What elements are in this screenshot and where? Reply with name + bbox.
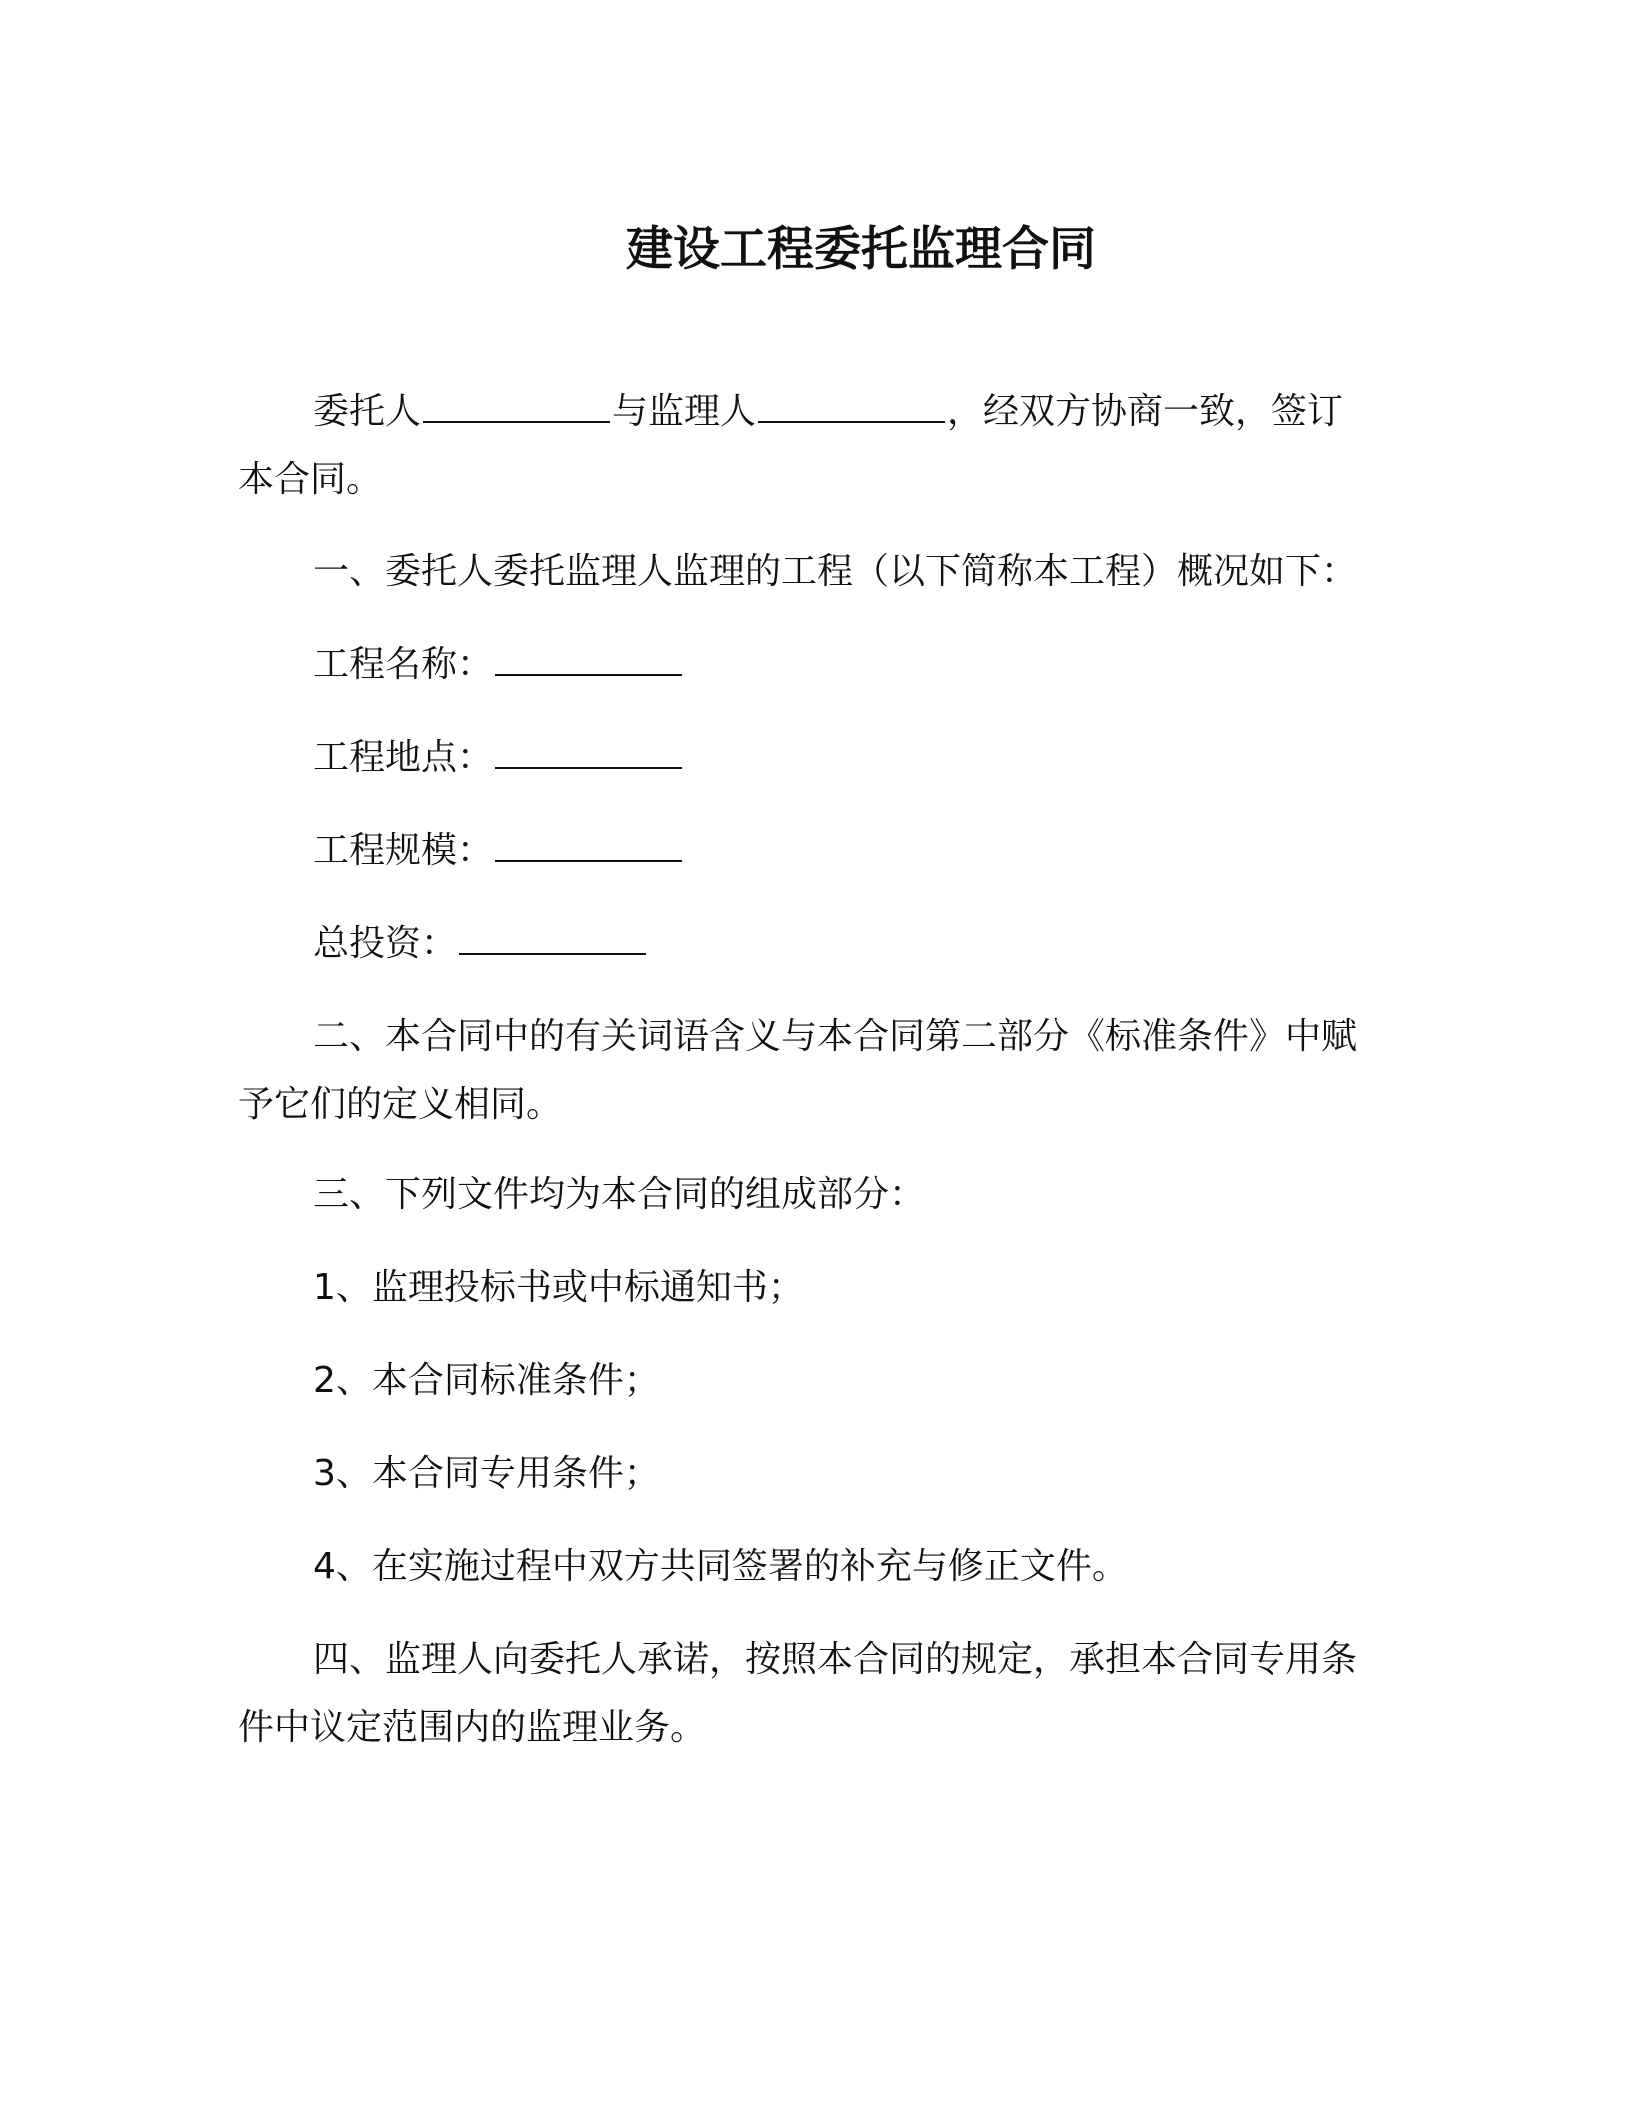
project-scale-blank xyxy=(495,830,682,862)
section-3-heading: 三、下列文件均为本合同的组成部分： xyxy=(313,1174,926,1215)
intro-paragraph xyxy=(238,378,1358,514)
project-name-blank xyxy=(495,644,682,676)
total-investment-line xyxy=(313,910,648,978)
project-scale-label: 工程规模： xyxy=(313,830,494,871)
section-3-item-3: 3、本合同专用条件； xyxy=(313,1453,660,1494)
section-3-item-4: 4、在实施过程中双方共同签署的补充与修正文件。 xyxy=(313,1546,1128,1587)
section-1-heading: 一、委托人委托监理人监理的工程（以下简称本工程）概况如下： xyxy=(313,551,1358,592)
project-location-line xyxy=(313,724,684,792)
project-scale-line xyxy=(313,817,684,885)
total-investment-blank xyxy=(459,923,646,955)
intro-part-3: ，经双方协商一致，签订本合同。 xyxy=(238,391,1344,500)
section-2-paragraph: 二、本合同中的有关词语含义与本合同第二部分《标准条件》中赋予它们的定义相同。 xyxy=(238,1016,1358,1125)
section-3-item-2: 2、本合同标准条件； xyxy=(313,1360,660,1401)
total-investment-label: 总投资： xyxy=(313,923,458,964)
intro-part-2: 与监理人 xyxy=(612,391,757,432)
document-title: 建设工程委托监理合同 xyxy=(626,222,1096,277)
supervisor-blank-line xyxy=(758,391,945,423)
project-name-line xyxy=(313,631,684,699)
principal-blank-line xyxy=(423,391,610,423)
section-4-paragraph: 四、监理人向委托人承诺，按照本合同的规定，承担本合同专用条件中议定范围内的监理业务。 xyxy=(238,1639,1358,1748)
project-location-blank xyxy=(495,737,682,769)
section-3-item-1: 1、监理投标书或中标通知书； xyxy=(313,1267,804,1308)
project-location-label: 工程地点： xyxy=(313,737,494,778)
project-name-label: 工程名称： xyxy=(313,644,494,685)
intro-part-1: 委托人 xyxy=(313,391,422,432)
